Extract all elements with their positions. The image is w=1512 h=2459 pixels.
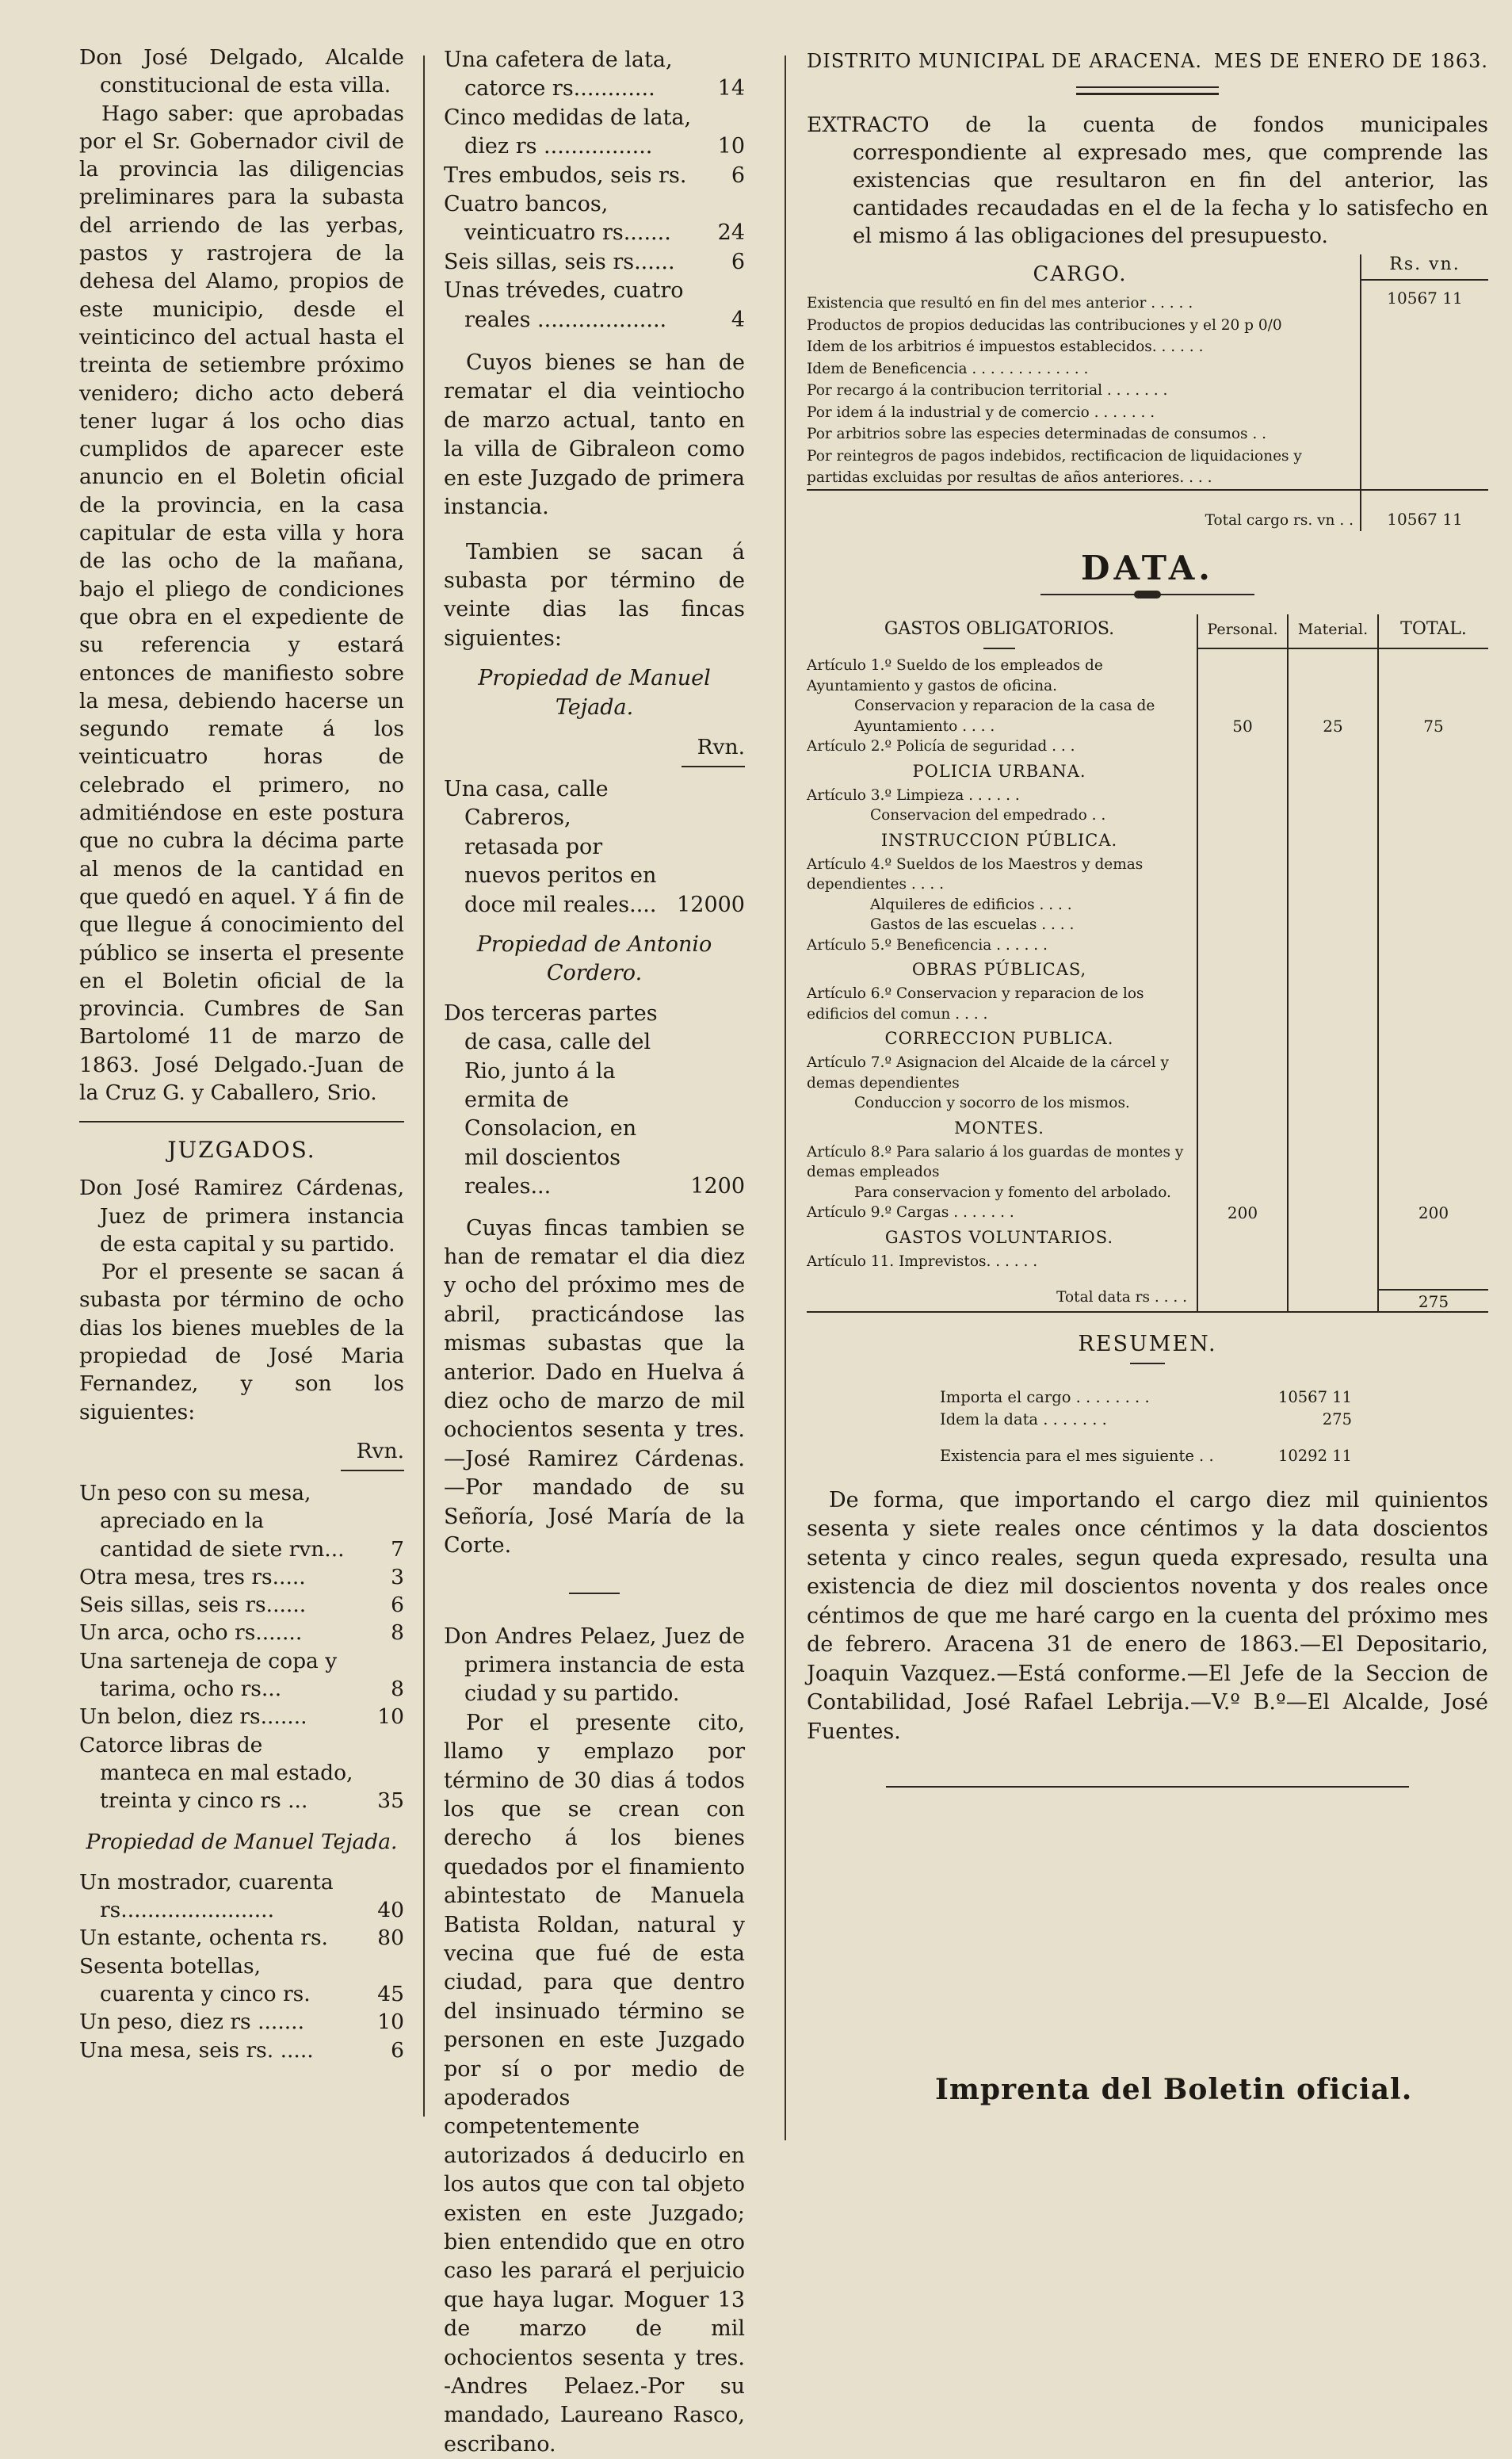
item-description: Una mesa, seis rs. ..... — [79, 2037, 314, 2063]
column-1 — [79, 44, 404, 2064]
col-header-total: TOTAL. — [1379, 614, 1488, 649]
rvn-label-2: Rvn. — [697, 734, 745, 759]
month-label: MES DE ENERO DE 1863. — [1213, 50, 1488, 72]
item-description: Un arca, ocho rs....... — [79, 1620, 303, 1646]
list-item — [444, 46, 745, 104]
list-item — [79, 1868, 404, 1925]
cargo-unit: Rs. vn. — [1361, 254, 1488, 281]
resumen-label: Importa el cargo . . . . . . . . — [940, 1387, 1150, 1406]
resumen-label: Existencia para el mes siguiente . . — [940, 1446, 1214, 1465]
edict-aracena-heading: Don José Delgado, Alcalde constitucional de esta villa. — [79, 45, 404, 98]
data-subheading: CORRECCION PUBLICA. — [884, 1029, 1114, 1048]
cargo-line: Por arbitrios sobre las especies determinadas de consumos . . — [807, 426, 1267, 442]
cargo-total-label: Total cargo rs. vn . . — [1205, 511, 1354, 529]
item-value: 6 — [391, 2037, 404, 2063]
item-description: Seis sillas, seis rs...... — [79, 1593, 307, 1618]
list-item — [79, 1924, 404, 1952]
col-header-personal: Personal. — [1198, 614, 1287, 649]
column-3 — [807, 44, 1488, 1788]
total-data-label: Total data rs . . . . — [1056, 1289, 1187, 1306]
item-value: 6 — [391, 1593, 404, 1618]
data-subheading: GASTOS VOLUNTARIOS. — [884, 1227, 1114, 1247]
cargo-total-value: 10567 11 — [1361, 489, 1488, 532]
item-description: Un estante, ochenta rs. — [79, 1926, 328, 1951]
header-double-rule — [1076, 86, 1219, 95]
subasta-date-paragraph: Cuyos bienes se han de rematar el dia veintiocho de marzo actual, tanto en la villa de Gibraleon como en este Juzgado de primera instancia. — [444, 350, 745, 520]
data-subheading: POLICIA URBANA. — [912, 761, 1086, 781]
cargo-line: Idem de Beneficencia . . . . . . . . . . . . . — [807, 360, 1089, 377]
cargo-first-value: 10567 11 — [1387, 289, 1463, 308]
items-list-a — [79, 1479, 404, 1815]
district-header — [807, 50, 1488, 72]
cargo-table — [807, 254, 1488, 489]
rvn-rule-2 — [682, 766, 745, 767]
finca-2 — [444, 1000, 745, 1202]
resumen-value: 275 — [1322, 1409, 1352, 1428]
finca-2-desc: Dos terceras partes de casa, calle del Rio, junto á la ermita de Consolacion, en mil doscientos reales... — [444, 1000, 658, 1199]
data-subheading: INSTRUCCION PÚBLICA. — [880, 830, 1118, 850]
item-value: 14 — [717, 76, 745, 101]
data-row: Artículo 3.º Limpieza . . . . . . — [807, 786, 1020, 804]
item-description: Unas trévedes, cuatro reales ................... — [444, 278, 684, 332]
fincas-closing-paragraph: Cuyas fincas tambien se han de rematar el dia diez y ocho del próximo mes de abril, practicándose las mismas subastas que la anterior. Dado en Huelva á diez ocho de marzo de mil ochocientos sesenta y tres.—José Ramirez Cárdenas.—Por mandado de su Señoría, José María de la Corte. — [444, 1215, 745, 1558]
cargo-total-row — [807, 489, 1488, 532]
data-ornament-rule — [1040, 594, 1254, 595]
item-description: Tres embudos, seis rs. — [444, 163, 687, 188]
item-description: Cuatro bancos, veinticuatro rs....... — [444, 192, 671, 246]
data-row: Gastos de las escuelas . . . . — [870, 916, 1075, 933]
edict-huelva-heading: Don José Ramirez Cárdenas, Juez de primera instancia de esta capital y su partido. — [79, 1176, 404, 1256]
list-item — [444, 104, 745, 162]
data-table — [807, 614, 1488, 1313]
item-value: 6 — [731, 163, 745, 188]
list-item — [79, 2036, 404, 2064]
data-row: Artículo 5.º Beneficencia . . . . . . — [807, 936, 1048, 954]
edict-moguer-heading: Don Andres Pelaez, Juez de primera instancia de esta ciudad y su partido. — [444, 1623, 745, 1707]
data-row: Conservacion del empedrado . . — [870, 807, 1106, 824]
item-value: 8 — [391, 1677, 404, 1702]
finca-1 — [444, 775, 745, 920]
list-item — [79, 1731, 404, 1815]
printer-footer: Imprenta del Boletin oficial. — [935, 2073, 1413, 2106]
resumen-lines — [807, 1386, 1488, 1467]
list-item — [79, 1952, 404, 2009]
district-name: DISTRITO MUNICIPAL DE ARACENA. — [807, 50, 1202, 72]
list-item — [444, 248, 745, 277]
item-value: 35 — [377, 1788, 404, 1814]
cargo-line: Por idem á la industrial y de comercio . . . . . . . — [807, 403, 1155, 421]
owner-label-cordero: Propiedad de Antonio Cordero. — [476, 931, 712, 986]
item-value: 8 — [391, 1620, 404, 1646]
items-list-c — [444, 46, 745, 335]
resumen-rule — [1130, 1363, 1165, 1364]
list-item — [79, 1647, 404, 1704]
data-row: Artículo 2.º Policía de seguridad . . . — [807, 738, 1075, 755]
gastos-rule — [983, 648, 1015, 649]
item-value: 40 — [377, 1898, 404, 1923]
extracto-paragraph: EXTRACTO de la cuenta de fondos municipales correspondiente al expresado mes, que comprende las existencias que resultaron en fin del anterior, las cantidades recaudadas en el de la fecha y lo satisfecho en el mismo á las obligaciones del presupuesto. — [807, 113, 1488, 248]
item-description: Otra mesa, tres rs..... — [79, 1564, 306, 1589]
data-subheading: OBRAS PÚBLICAS, — [911, 960, 1087, 979]
edict-moguer-body: Por el presente cito, llamo y emplazo por término de 30 dias á todos los que se crean con derecho á los bienes quedados por el finamiento abintestato de Manuela Batista Roldan, natural y vecina que fué de esta ciudad, para que dentro del insinuado término se personen en este Juzgado por sí o por medio de apoderados competentemente autorizados á deducirlo en los autos que con tal objeto existen en este Juzgado; bien entendido que en otro caso les parará el perjuicio que haya lugar. Moguer 13 de marzo de mil ochocientos sesenta y tres. -Andres Pelaez.-Por su mandado, Laureano Rasco, escribano. — [444, 1710, 745, 2457]
cargo-lines — [807, 293, 1354, 489]
data-cell-total: 75 — [1423, 717, 1444, 736]
item-value: 10 — [717, 134, 745, 159]
section-divider — [79, 1121, 404, 1122]
item-description: Un mostrador, cuarenta rs....................... — [79, 1869, 334, 1923]
data-row: Artículo 9.º Cargas . . . . . . . — [807, 1204, 1014, 1221]
owner-label-tejada: Propiedad de Manuel Tejada. — [478, 666, 711, 720]
edict-aracena-body: Hago saber: que aprobadas por el Sr. Gobernador civil de la provincia las diligencias preliminares para la subasta del arriendo de las yerbas, pastos y rastrojera de la dehesa del Alamo, propios de este municipio, desde el veinticinco del actual hasta el treinta de setiembre próximo venidero; dicho acto deberá tener lugar á los ocho dias cumplidos de aparecer este anuncio en el Boletin oficial de la provincia, en la casa capitular de esta villa y hora de las ocho de la mañana, bajo el pliego de condiciones que obra en el expediente de su referencia y estará entonces de manifiesto sobre la mesa, debiendo hacerse un segundo remate á los veinticuatro horas de celebrado el primero, no admitiéndose en este postura que no cubra la décima parte al menos de la cantidad en que quedó en aquel. Y á fin de que llegue á conocimiento del público se inserta el presente en el Boletin oficial de la provincia. Cumbres de San Bartolomé 11 de marzo de 1863. José Delgado.-Juan de la Cruz G. y Caballero, Srio. — [79, 101, 404, 1105]
item-value: 7 — [391, 1536, 404, 1562]
item-description: Sesenta botellas, cuarenta y cinco rs. — [79, 1953, 311, 2006]
rvn-label: Rvn. — [356, 1438, 404, 1463]
item-value: 24 — [717, 220, 745, 246]
resumen-row — [807, 1409, 1488, 1431]
data-row: Artículo 11. Imprevistos. . . . . . — [807, 1252, 1038, 1270]
final-paragraph: De forma, que importando el cargo diez mil quinientos sesenta y siete reales once céntimos y la data doscientos setenta y cinco reales, segun queda expresado, resulta una existencia de diez mil doscientos noventa y dos reales once céntimos de que me haré cargo en la cuenta del próximo mes de febrero. Aracena 31 de enero de 1863.—El Depositario, Joaquin Vazquez.—Está conforme.—El Jefe de la Seccion de Contabilidad, José Rafael Lebrija.—V.º B.º—El Alcalde, José Fuentes. — [807, 1487, 1488, 1744]
item-value: 4 — [731, 307, 745, 332]
data-row: Alquileres de edificios . . . . — [870, 896, 1072, 913]
item-description: Cinco medidas de lata, diez rs ................ — [444, 105, 692, 159]
juzgados-title: JUZGADOS. — [167, 1137, 316, 1164]
footer-rule — [886, 1786, 1409, 1788]
col-total — [1377, 614, 1488, 1311]
resumen-row — [807, 1445, 1488, 1467]
list-item — [444, 162, 745, 190]
fincas-intro-paragraph: Tambien se sacan á subasta por término de veinte dias las fincas siguientes: — [444, 539, 745, 651]
data-row: Conservacion y reparacion de la casa de Ayuntamiento . . . . — [854, 698, 1155, 735]
data-cell-material: 25 — [1323, 717, 1343, 736]
list-item — [79, 1703, 404, 1730]
list-item — [79, 2008, 404, 2036]
cargo-line: Existencia que resultó en fin del mes anterior . . . . . — [807, 295, 1193, 312]
cargo-title: CARGO. — [1033, 262, 1128, 286]
column-2 — [444, 46, 745, 2459]
finca-1-value: 12000 — [677, 892, 745, 917]
data-rows — [807, 656, 1192, 1272]
data-row: Para conservacion y fomento del arbolado. — [854, 1184, 1171, 1201]
data-row: Artículo 1.º Sueldo de los empleados de Ayuntamiento y gastos de oficina. — [807, 657, 1103, 694]
finca-1-desc: Una casa, calle Cabreros, retasada por nuevos peritos en doce mil reales.... — [444, 776, 657, 917]
list-item — [79, 1563, 404, 1591]
item-value: 80 — [377, 1926, 404, 1951]
item-description: Una cafetera de lata, catorce rs............ — [444, 48, 673, 101]
item-value: 6 — [731, 249, 745, 274]
edict-huelva-body: Por el presente se sacan á subasta por término de ocho dias los bienes muebles de la propiedad de José Maria Fernandez, y son los siguientes: — [79, 1260, 404, 1425]
item-description: Seis sillas, seis rs...... — [444, 249, 675, 274]
column-rule-2 — [785, 55, 786, 2140]
total-data-value: 275 — [1379, 1289, 1488, 1313]
item-description: Catorce libras de manteca en mal estado, treinta y cinco rs ... — [79, 1732, 353, 1814]
data-row: Artículo 8.º Para salario á los guardas de montes y demas empleados — [807, 1143, 1184, 1180]
short-divider — [569, 1593, 620, 1594]
resumen-row — [807, 1386, 1488, 1409]
col-material — [1287, 614, 1377, 1311]
finca-2-value: 1200 — [690, 1174, 745, 1199]
list-item — [444, 277, 745, 335]
resumen-label: Idem la data . . . . . . . — [940, 1409, 1107, 1428]
column-rule-1 — [423, 55, 425, 2117]
data-cell-personal: 200 — [1227, 1203, 1258, 1222]
items-list-b — [79, 1868, 404, 2064]
list-item — [79, 1591, 404, 1619]
data-title: DATA. — [1081, 549, 1214, 587]
resumen-value: 10567 11 — [1277, 1387, 1352, 1406]
item-description: Una sarteneja de copa y tarima, ocho rs... — [79, 1648, 338, 1702]
cargo-line: Por recargo á la contribucion territorial . . . . . . . — [807, 382, 1168, 399]
data-row: Conduccion y socorro de los mismos. — [854, 1095, 1130, 1111]
item-description: Un peso con su mesa, apreciado en la cantidad de siete rvn... — [79, 1480, 345, 1562]
item-value: 10 — [377, 1704, 404, 1730]
data-row: Artículo 6.º Conservacion y reparacion de los edificios del comun . . . . — [807, 985, 1144, 1023]
data-row: Artículo 7.º Asignacion del Alcaide de la cárcel y demas dependientes — [807, 1054, 1169, 1092]
data-row: Artículo 4.º Sueldos de los Maestros y demas dependientes . . . . — [807, 855, 1144, 893]
list-item — [79, 1479, 404, 1563]
list-item — [444, 190, 745, 248]
item-value: 45 — [377, 1982, 404, 2006]
col-header-material: Material. — [1289, 614, 1377, 649]
resumen-title: RESUMEN. — [1078, 1331, 1217, 1356]
list-item — [79, 1619, 404, 1646]
cargo-line: Productos de propios deducidas las contribuciones y el 20 p 0/0 — [807, 316, 1282, 334]
item-value: 3 — [391, 1564, 404, 1589]
item-value: 10 — [377, 2010, 404, 2035]
data-subheading: MONTES. — [954, 1118, 1044, 1138]
col-personal — [1197, 614, 1287, 1311]
col-header-gastos: GASTOS OBLIGATORIOS. — [884, 619, 1115, 639]
resumen-value: 10292 11 — [1277, 1446, 1352, 1465]
rvn-rule — [341, 1470, 404, 1471]
cargo-line: Idem de los arbitrios é impuestos establecidos. . . . . . — [807, 338, 1204, 355]
item-description: Un belon, diez rs....... — [79, 1704, 307, 1730]
item-description: Un peso, diez rs ....... — [79, 2010, 305, 2035]
data-cell-personal: 50 — [1232, 717, 1253, 736]
cargo-line: Por reintegros de pagos indebidos, rectificacion de liquidaciones y partidas excluidas por resultas de años anteriores. . . . — [807, 447, 1302, 486]
owner-label-b: Propiedad de Manuel Tejada. — [86, 1829, 398, 1854]
data-cell-total: 200 — [1418, 1203, 1449, 1222]
